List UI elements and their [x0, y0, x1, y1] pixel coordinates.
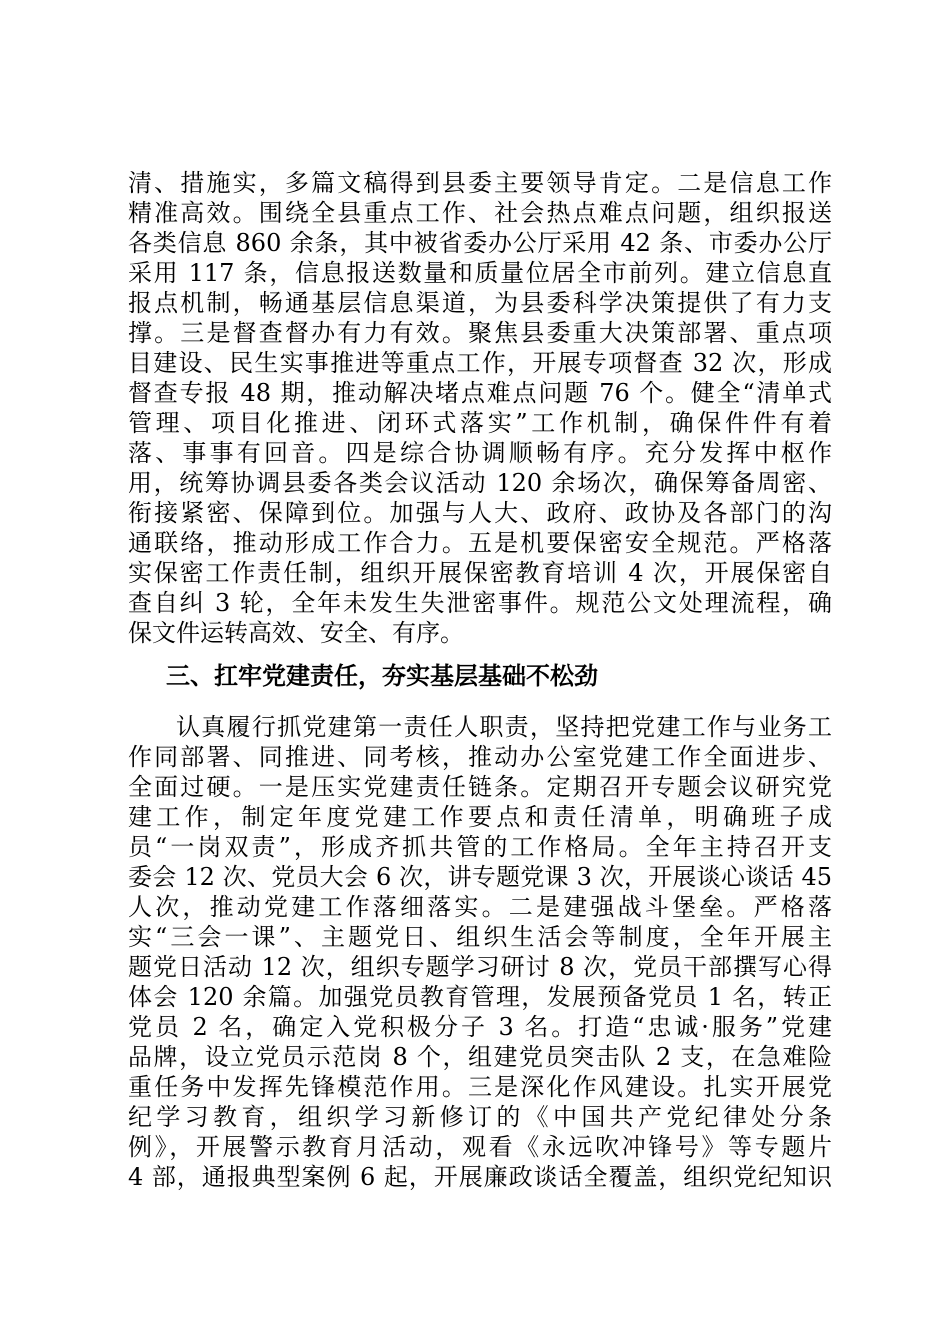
paragraph-line: 管理、项目化推进、闭环式落实”工作机制，确保件件有着	[128, 409, 832, 437]
paragraph-line: 精准高效。围绕全县重点工作、社会热点难点问题，组织报送	[128, 199, 832, 227]
paragraph-line: 例》，开展警示教育月活动，观看《永远吹冲锋号》等专题片	[128, 1133, 832, 1161]
paragraph-line: 用，统筹协调县委各类会议活动 120 余场次，确保筹备周密、	[128, 469, 832, 497]
paragraph-line: 委会 12 次、党员大会 6 次，讲专题党课 3 次，开展谈心谈话 45	[128, 863, 832, 891]
paragraph-line: 通联络，推动形成工作合力。五是机要保密安全规范。严格落	[128, 529, 832, 557]
paragraph-line: 保文件运转高效、安全、有序。	[128, 619, 464, 647]
paragraph-line: 撑。三是督查督办有力有效。聚焦县委重大决策部署、重点项	[128, 319, 832, 347]
paragraph-line: 目建设、民生实事推进等重点工作，开展专项督查 32 次，形成	[128, 349, 832, 377]
paragraph-line: 建工作，制定年度党建工作要点和责任清单，明确班子成	[128, 803, 832, 831]
paragraph-line: 重任务中发挥先锋模范作用。三是深化作风建设。扎实开展党	[128, 1073, 832, 1101]
paragraph-line: 落、事事有回音。四是综合协调顺畅有序。充分发挥中枢作	[128, 439, 832, 467]
paragraph-line: 作同部署、同推进、同考核，推动办公室党建工作全面进步、	[128, 743, 832, 771]
paragraph-line: 4 部，通报典型案例 6 起，开展廉政谈话全覆盖，组织党纪知识	[128, 1163, 832, 1191]
paragraph-line: 督查专报 48 期，推动解决堵点难点问题 76 个。健全“清单式	[128, 379, 832, 407]
paragraph-line: 人次，推动党建工作落细落实。二是建强战斗堡垒。严格落	[128, 893, 832, 921]
paragraph-line: 党员 2 名，确定入党积极分子 3 名。打造“忠诚·服务”党建	[128, 1013, 832, 1041]
paragraph-line: 采用 117 条，信息报送数量和质量位居全市前列。建立信息直	[128, 259, 832, 287]
paragraph-line: 清、措施实，多篇文稿得到县委主要领导肯定。二是信息工作	[128, 169, 832, 197]
paragraph-line: 实保密工作责任制，组织开展保密教育培训 4 次，开展保密自	[128, 559, 832, 587]
paragraph-line: 查自纠 3 轮，全年未发生失泄密事件。规范公文处理流程，确	[128, 589, 832, 617]
paragraph-line: 品牌，设立党员示范岗 8 个，组建党员突击队 2 支，在急难险	[128, 1043, 832, 1071]
paragraph-line: 报点机制，畅通基层信息渠道，为县委科学决策提供了有力支	[128, 289, 832, 317]
paragraph-line: 员“一岗双责”，形成齐抓共管的工作格局。全年主持召开支	[128, 833, 832, 861]
paragraph-line: 体会 120 余篇。加强党员教育管理，发展预备党员 1 名，转正	[128, 983, 832, 1011]
paragraph-line: 认真履行抓党建第一责任人职责，坚持把党建工作与业务工	[176, 713, 832, 741]
paragraph-line: 各类信息 860 余条，其中被省委办公厅采用 42 条、市委办公厅	[128, 229, 832, 257]
paragraph-line: 衔接紧密、保障到位。加强与人大、政府、政协及各部门的沟	[128, 499, 832, 527]
paragraph-line: 纪学习教育，组织学习新修订的《中国共产党纪律处分条	[128, 1103, 832, 1131]
paragraph-line: 全面过硬。一是压实党建责任链条。定期召开专题会议研究党	[128, 773, 832, 801]
section-3-heading: 三、扛牢党建责任，夯实基层基础不松劲	[166, 662, 598, 690]
paragraph-line: 题党日活动 12 次，组织专题学习研讨 8 次，党员干部撰写心得	[128, 953, 832, 981]
paragraph-line: 实“三会一课”、主题党日、组织生活会等制度，全年开展主	[128, 923, 832, 951]
